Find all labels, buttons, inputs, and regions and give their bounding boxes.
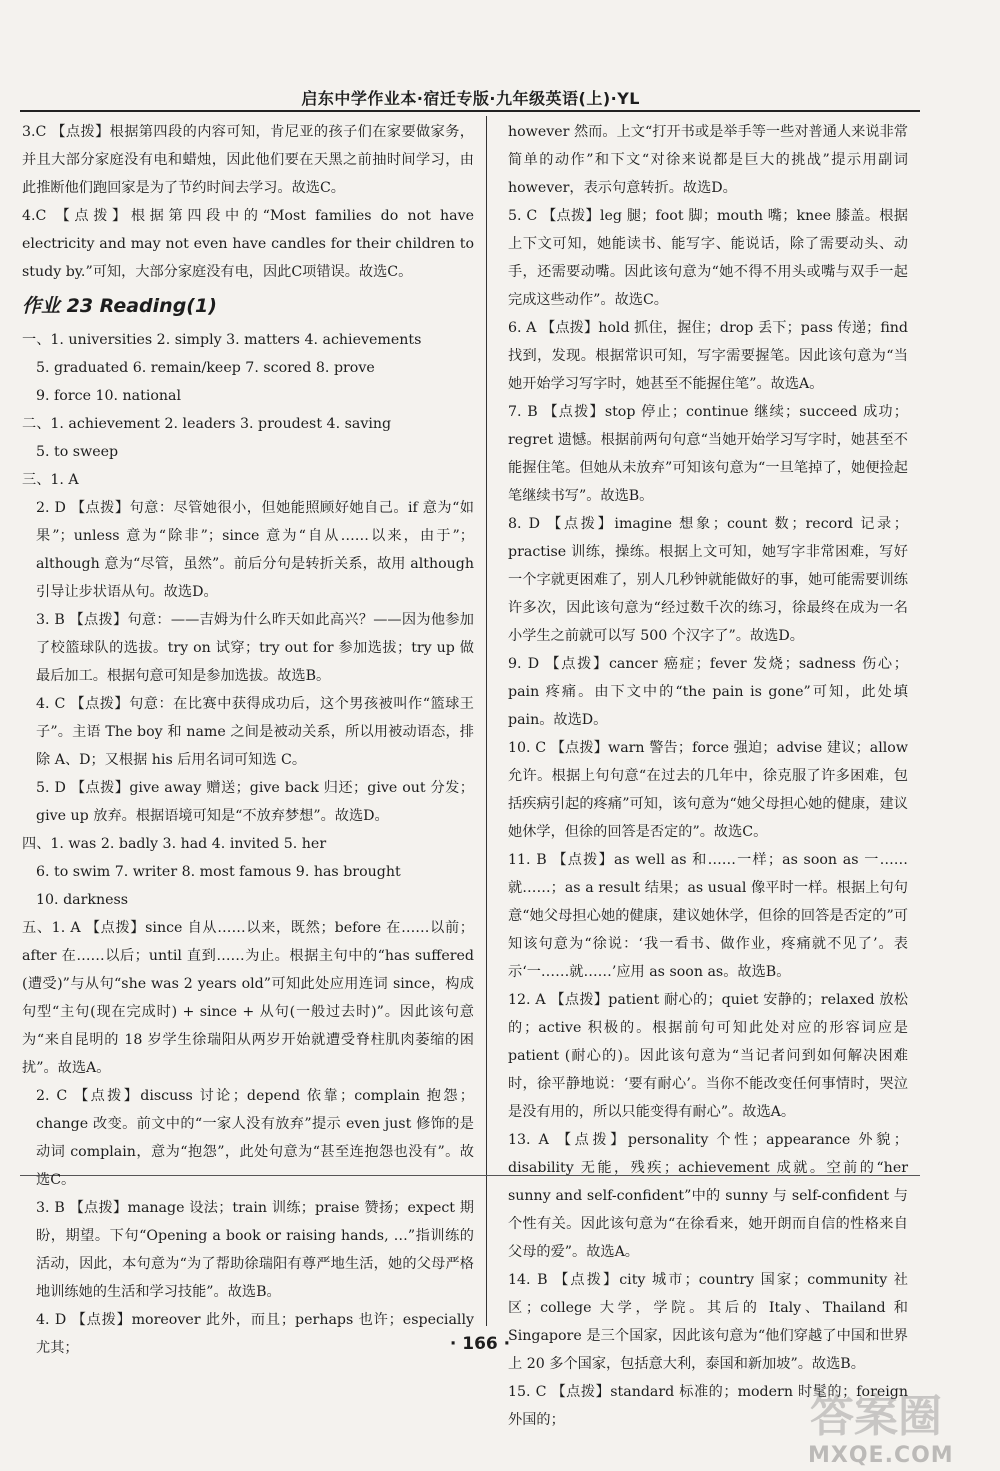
answer-paragraph: 2. C 【点拨】discuss 讨论；depend 依靠；complain 抱怨；change 改变。前文中的“一家人没有放弃”提示 even just 修饰的是动词 complain，意为“抱怨”，此处句意为“甚至连抱怨也没有”。故选C。 bbox=[36, 1088, 474, 1188]
answer-paragraph: 6. A 【点拨】hold 抓住，握住；drop 丢下；pass 传递；find 找到，发现。根据常识可知，写字需要握笔。因此该句意为“当她开始学习写字时，她甚至不能握住笔”。故选A。 bbox=[508, 320, 908, 392]
answer-paragraph: 13. A 【点拨】personality 个性；appearance 外貌；disability 无能，残疾；achievement 成就。空前的“her sunny and self-confident”中的 sunny 与 self-confident 与个性有关。因此该句意为“在徐看来，她开朗而自信的性格来自父母的爱”。故选A。 bbox=[508, 1132, 908, 1260]
answer-paragraph: 4.C 【点拨】根据第四段中的“Most families do not have electricity and may not even have candles for their children to study by.”可知，大部分家庭没有电，因此C项错误。故选C。 bbox=[22, 208, 474, 280]
answer-paragraph: 4. C 【点拨】句意：在比赛中获得成功后，这个男孩被叫作“篮球王子”。主语 The boy 和 name 之间是被动关系，所以用被动语态，排除 A、D；又根据 his 后用名词可知选 C。 bbox=[36, 696, 474, 768]
answer-paragraph: 14. B 【点拨】city 城市；country 国家；community 社区；college 大学，学院。其后的 Italy、Thailand 和 Singapore 是三个国家，因此该句意为“他们穿越了中国和世界上 20 多个国家，包括意大利，泰国和新加坡”。故选B。 bbox=[508, 1272, 908, 1372]
answer-paragraph: however 然而。上文“打开书或是举手等一些对普通人来说非常简单的动作”和下文“对徐来说都是巨大的挑战”提示用副词 however，表示句意转折。故选D。 bbox=[508, 124, 908, 196]
header-rule bbox=[20, 110, 920, 112]
answer-paragraph: 5. to sweep bbox=[36, 444, 119, 460]
answer-paragraph: 三、1. A bbox=[22, 472, 79, 488]
answer-paragraph: 9. D 【点拨】cancer 癌症；fever 发烧；sadness 伤心；pain 疼痛。由下文中的“the pain is gone”可知，此处填 pain。故选D。 bbox=[508, 656, 908, 728]
watermark-cn: 答案圈 bbox=[810, 1391, 942, 1442]
page-header bbox=[20, 78, 980, 112]
answer-paragraph: 6. to swim 7. writer 8. most famous 9. has brought bbox=[36, 864, 401, 880]
answer-paragraph: 10. darkness bbox=[36, 892, 129, 908]
answer-paragraph: 5. graduated 6. remain/keep 7. scored 8. prove bbox=[36, 360, 375, 376]
watermark-text: MXQE.COM bbox=[808, 1443, 954, 1468]
answer-paragraph: 3.C 【点拨】根据第四段的内容可知，肯尼亚的孩子们在家要做家务，并且大部分家庭没有电和蜡烛，因此他们要在天黑之前抽时间学习，由此推断他们跑回家是为了节约时间去学习。故选C。 bbox=[22, 124, 474, 196]
section-heading: 作业 23 Reading(1) bbox=[22, 295, 217, 317]
left-column bbox=[22, 118, 474, 1362]
answer-paragraph: 9. force 10. national bbox=[36, 388, 182, 404]
answer-paragraph: 3. B 【点拨】manage 设法；train 训练；praise 赞扬；expect 期盼，期望。下句“Opening a book or raising hands, …”指训练的活动，因此，本句意为“为了帮助徐瑞阳有尊严地生活，她的父母严格地训练她的生活和学习技能”。故选B。 bbox=[36, 1200, 474, 1300]
watermark-logo bbox=[800, 1380, 990, 1470]
answer-paragraph: 8. D 【点拨】imagine 想象；count 数；record 记录；practise 训练，操练。根据上文可知，她写字非常困难，写好一个字就更困难了，别人几秒钟就能做好的事，她可能需要训练许多次，因此该句意为“经过数千次的练习，徐最终在成为一名小学生之前就可以写 500 个汉字了”。故选D。 bbox=[508, 516, 908, 644]
answer-paragraph: 11. B 【点拨】as well as 和……一样；as soon as 一……就……；as a result 结果；as usual 像平时一样。根据上句句意“她父母担心她的健康，建议她休学，但徐的回答是否定的”可知该句意为“徐说：‘我一看书、做作业，疼痛就不见了’。表示‘一……就……’应用 as soon as。故选B。 bbox=[508, 852, 908, 980]
answer-paragraph: 五、1. A 【点拨】since 自从……以来，既然；before 在……以前；after 在……以后；until 直到……为止。根据主句中的“has suffered (遭受)”与从句“she was 2 years old”可知此处应用连词 since，构成句型“主句(现在完成时) + since + 从句(一般过去时)”。因此该句意为“来自昆明的 18 岁学生徐瑞阳从两岁开始就遭受脊柱肌肉萎缩的困扰”。故选A。 bbox=[22, 920, 474, 1076]
page-number: · 166 · bbox=[449, 1334, 511, 1354]
answer-paragraph: 四、1. was 2. badly 3. had 4. invited 5. her bbox=[22, 836, 327, 852]
answer-paragraph: 一、1. universities 2. simply 3. matters 4. achievements bbox=[22, 332, 422, 348]
column-divider bbox=[486, 116, 487, 1326]
answer-paragraph: 7. B 【点拨】stop 停止；continue 继续；succeed 成功；regret 遗憾。根据前两句句意“当她开始学习写字时，她甚至不能握住笔。但她从未放弃”可知该句意为“一旦笔掉了，她便捡起笔继续书写”。故选B。 bbox=[508, 404, 908, 504]
answer-paragraph: 12. A 【点拨】patient 耐心的；quiet 安静的；relaxed 放松的；active 积极的。根据前句可知此处对应的形容词应是 patient (耐心的)。因此该句意为“当记者问到如何解决困难时，徐平静地说：‘要有耐心’。当你不能改变任何事情时，哭泣是没有用的，所以只能变得有耐心”。故选A。 bbox=[508, 992, 908, 1120]
right-column bbox=[508, 118, 908, 1434]
answer-paragraph: 15. C 【点拨】standard 标准的；modern 时髦的；foreign 外国的； bbox=[508, 1384, 908, 1428]
answer-paragraph: 5. D 【点拨】give away 赠送；give back 归还；give out 分发；give up 放弃。根据语境可知是“不放弃梦想”。故选D。 bbox=[36, 780, 474, 824]
header-title: 启东中学作业本·宿迁专版·九年级英语(上)·YL bbox=[301, 89, 640, 108]
answer-paragraph: 二、1. achievement 2. leaders 3. proudest 4. saving bbox=[22, 416, 392, 432]
answer-paragraph: 3. B 【点拨】句意：——吉姆为什么昨天如此高兴？——因为他参加了校篮球队的选拔。try on 试穿；try out for 参加选拔；try up 做最后加工。根据句意可知是参加选拔。故选B。 bbox=[36, 612, 474, 684]
answer-paragraph: 5. C 【点拨】leg 腿；foot 脚；mouth 嘴；knee 膝盖。根据上下文可知，她能读书、能写字、能说话，除了需要动头、动手，还需要动嘴。因此该句意为“她不得不用头或嘴与双手一起完成这些动作”。故选C。 bbox=[508, 208, 908, 308]
answer-paragraph: 4. D 【点拨】moreover 此外，而且；perhaps 也许；especially 尤其； bbox=[36, 1312, 474, 1356]
answer-paragraph: 10. C 【点拨】warn 警告；force 强迫；advise 建议；allow 允许。根据上句句意“在过去的几年中，徐克服了许多困难，包括疾病引起的疼痛”可知，该句意为“她父母担心她的健康，建议她休学，但徐的回答是否定的”。故选C。 bbox=[508, 740, 908, 840]
answer-paragraph: 2. D 【点拨】句意：尽管她很小，但她能照顾好她自己。if 意为“如果”；unless 意为“除非”；since 意为“自从……以来，由于”；although 意为“尽管，虽然”。前后分句是转折关系，故用 although 引导让步状语从句。故选D。 bbox=[36, 500, 474, 600]
